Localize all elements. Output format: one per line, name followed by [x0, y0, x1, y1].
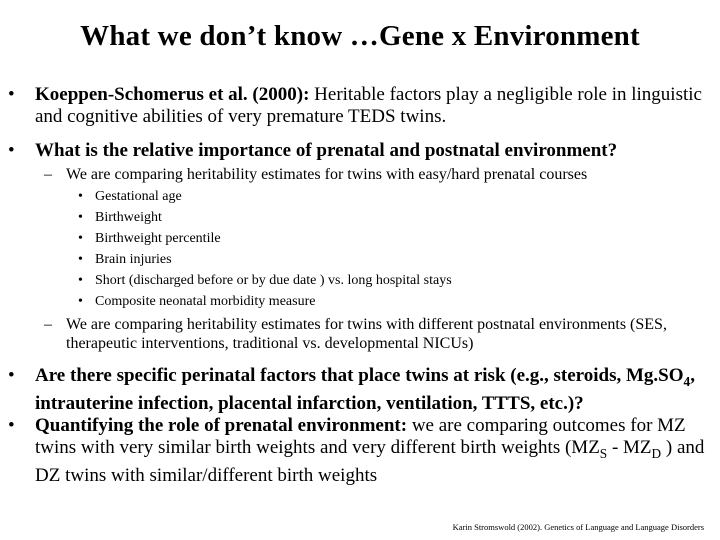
bullet-text — [35, 140, 715, 162]
bullet-heading: Quantifying the role of prenatal environment: — [35, 415, 408, 436]
bullet-body: Heritable factors play a negligible role in linguistic and cognitive abilities of very premature TEDS twins. — [35, 84, 702, 127]
slide-title: What we don’t know …Gene x Environment — [80, 20, 640, 52]
subscript: S — [599, 445, 608, 461]
list-item-text: Birthweight — [95, 210, 162, 225]
list-item-text: Composite neonatal morbidity measure — [95, 294, 316, 309]
citation: Koeppen-Schomerus et al. (2000): — [35, 84, 310, 105]
dash-mark: – — [44, 166, 52, 183]
bullet-text — [35, 84, 715, 128]
list-item-text: Short (discharged before or by due date ) vs. long hospital stays — [95, 273, 452, 288]
list-item-text: Brain injuries — [95, 252, 172, 267]
bullet-mark: • — [78, 273, 83, 288]
bullet-mark: • — [78, 210, 83, 225]
dash-text: We are comparing heritability estimates for twins with different postnatal environments (SES, therapeutic interventions, traditional vs. developmental NICUs) — [66, 316, 667, 352]
bullet-mark: • — [78, 231, 83, 246]
bullet-text — [35, 415, 715, 487]
subscript: 4 — [683, 373, 691, 389]
bullet-mark: • — [8, 365, 15, 386]
bullet-mark: • — [78, 252, 83, 267]
bullet-mark: • — [8, 140, 15, 161]
bullet-text — [35, 365, 715, 415]
bullet-body: , intrauterine infection, placental infarction, ventilation, TTTS, etc.)? — [35, 365, 695, 414]
bullet-body: Are there specific perinatal factors that place twins at risk (e.g., steroids, Mg.SO — [35, 365, 684, 386]
bullet-body: we are comparing outcomes for MZ twins with very similar birth weights and very different birth weights (MZ — [35, 415, 686, 458]
bullet-body: ) and DZ twins with similar/different birth weights — [35, 437, 705, 486]
dash-text: We are comparing heritability estimates for twins with easy/hard prenatal courses — [66, 166, 588, 183]
bullet-mark: • — [78, 294, 83, 309]
bullet-mark: • — [8, 84, 15, 105]
footer-citation: Karin Stromswold (2002). Genetics of Language and Language Disorders — [452, 522, 704, 532]
bullet-mark: • — [78, 189, 83, 204]
bullet-mark: • — [8, 415, 15, 436]
list-item-text: Gestational age — [95, 189, 182, 204]
dash-mark: – — [44, 316, 52, 333]
bullet-heading: What is the relative importance of prenatal and postnatal environment? — [35, 140, 618, 161]
bullet-body: - MZ — [607, 437, 652, 458]
subscript: D — [651, 445, 662, 461]
list-item-text: Birthweight percentile — [95, 231, 221, 246]
